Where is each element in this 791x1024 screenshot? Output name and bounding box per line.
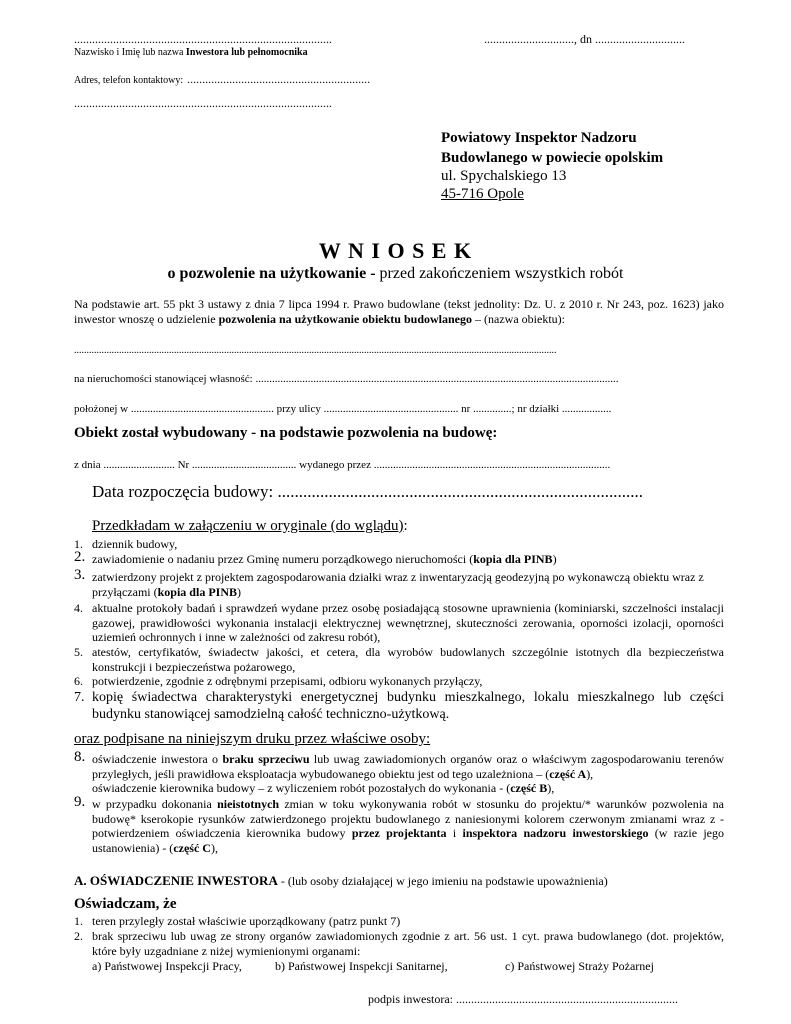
location-field[interactable]: położonej w .................................................... przy ulicy ................................................. nr ..............; nr działki .................. <box>74 403 612 415</box>
signed-item-8: 8. oświadczenie inwestora o braku sprzeciwu lub uwag zawiadomionych organów oraz o właściwym zagospodarowaniu terenów przyległych, jeśli prawidłowa eksploatacja wybudowanego obiektu jest od tego uzależniona – (część A), oświadczenie kierownika budowy – z wyliczeniem robót pozostałych do wykonania - (część B), <box>74 749 724 795</box>
attachment-item-3: 3. zatwierdzony projekt z projektem zagospodarowania działki wraz z inwentaryzacją geodezyjną po wykonawczą obiektu wraz z przyłączami (kopia dla PINB) <box>74 567 704 599</box>
intro-paragraph: Na podstawie art. 55 pkt 3 ustawy z dnia 7 lipca 1994 r. Prawo budowlane (tekst jednolity: Dz. U. z 2010 r. Nr 243, poz. 1623) jako inwestor wnoszę o udzielenie pozwolenia na użytkowanie obiektu budowlanego – (nazwa obiektu): <box>74 297 724 326</box>
name-field-dots[interactable]: ...................................................................................... <box>74 32 332 46</box>
address-label: Adres, telefon kontaktowy: <box>74 75 184 86</box>
property-field[interactable]: na nieruchomości stanowiącej własność: .................................................................................................................................... <box>74 373 619 385</box>
declaration-item-2: 2. brak sprzeciwu lub uwag ze strony organów zawiadomionych zgodnie z art. 56 ust. 1 cyt. prawa budowlanego (dot. projektów, które były uzgadniane z niżej wymienionymi organami: <box>74 929 724 958</box>
organ-b: b) Państwowej Inspekcji Sanitarnej, <box>275 959 448 973</box>
signed-item-9: 9. w przypadku dokonania nieistotnych zmian w toku wykonywania robót w stosunku do projektu/* warunków pozwolenia na budowę* kserokopie rysunków zatwierdzonego projektu budowlanego z naniesionymi kolorem czerwonym zmianami wraz z -potwierdzeniem oświadczenia kierownika budowy przez projektanta i inspektora nadzoru inwestorskiego (w razie jego ustanowienia) - (część C), <box>74 794 724 855</box>
recipient-street: ul. Spychalskiego 13 <box>441 168 567 184</box>
declaration-heading: Oświadczam, że <box>74 896 177 912</box>
recipient-line1: Powiatowy Inspektor Nadzoru <box>441 130 637 146</box>
extra-field-dots[interactable]: ...................................................................................... <box>74 96 332 110</box>
object-name-field[interactable]: ................................................................................................................................................................................................. <box>74 345 557 356</box>
start-date-field[interactable]: Data rozpoczęcia budowy: ...................................................................................... <box>92 482 643 501</box>
permit-field[interactable]: z dnia .......................... Nr ...................................... wydanego przez ...................................................................................... <box>74 459 611 471</box>
date-field[interactable]: .............................., dn .............................. <box>484 32 685 46</box>
signed-heading: oraz podpisane na niniejszym druku przez właściwe osoby: <box>74 731 431 747</box>
attachment-item-4: 4. aktualne protokoły badań i sprawdzeń wydane przez osobę posiadającą stosowne uprawnienia (kominiarski, szczelności instalacji gazowej, prawidłowości wykonania instalacji elektrycznej wewnętrznej, skuteczności zerowania, oporności izolacji, oporności uziemień ochronnych i inne w zależności od zakresu robót), <box>74 601 724 644</box>
attachment-item-6: 6. potwierdzenie, zgodnie z odrębnymi przepisami, odbioru wykonanych przyłączy, <box>74 674 483 688</box>
attachment-item-5: 5. atestów, certyfikatów, świadectw jakości, et cetera, dla wyrobów budowlanych szczególnie istotnych dla bezpieczeństwa konstrukcji i bezpieczeństwa pożarowego, <box>74 645 724 674</box>
attachments-heading: Przedkładam w załączeniu w oryginale (do wglądu): <box>92 518 408 534</box>
recipient-city: 45-716 Opole <box>441 186 524 202</box>
document-title: W N I O S E K <box>318 238 473 263</box>
investor-signature-field[interactable]: podpis inwestora: .......................................................................... <box>368 992 678 1006</box>
organ-a: a) Państwowej Inspekcji Pracy, <box>92 959 242 973</box>
attachment-item-7: 7. kopię świadectwa charakterystyki energetycznej budynku mieszkalnego, lokalu mieszkalnego lub części budynku stanowiącej samodzielną całość techniczno-użytkową. <box>74 690 724 722</box>
section-a-heading: A. OŚWIADCZENIE INWESTORA - (lub osoby działającej w jego imieniu na podstawie upoważnienia) <box>74 873 608 888</box>
name-field-label: Nazwisko i Imię lub nazwa Inwestora lub pełnomocnika <box>74 47 308 58</box>
recipient-line2: Budowlanego w powiecie opolskim <box>441 150 664 166</box>
declaration-item-1: 1. teren przyległy został właściwie uporządkowany (patrz punkt 7) <box>74 914 401 928</box>
organ-c: c) Państwowej Straży Pożarnej <box>505 959 654 973</box>
document-subtitle: o pozwolenie na użytkowanie - przed zakończeniem wszystkich robót <box>167 265 624 282</box>
address-field[interactable] <box>74 70 370 88</box>
address-dots: ............................................................. <box>187 72 371 86</box>
attachment-item-2: 2. zawiadomienie o nadaniu przez Gminę numeru porządkowego nieruchomości (kopia dla PINB) <box>74 549 557 566</box>
permit-heading: Obiekt został wybudowany - na podstawie pozwolenia na budowę: <box>74 425 498 441</box>
attachment-item-1: 1. dziennik budowy, <box>74 537 178 551</box>
